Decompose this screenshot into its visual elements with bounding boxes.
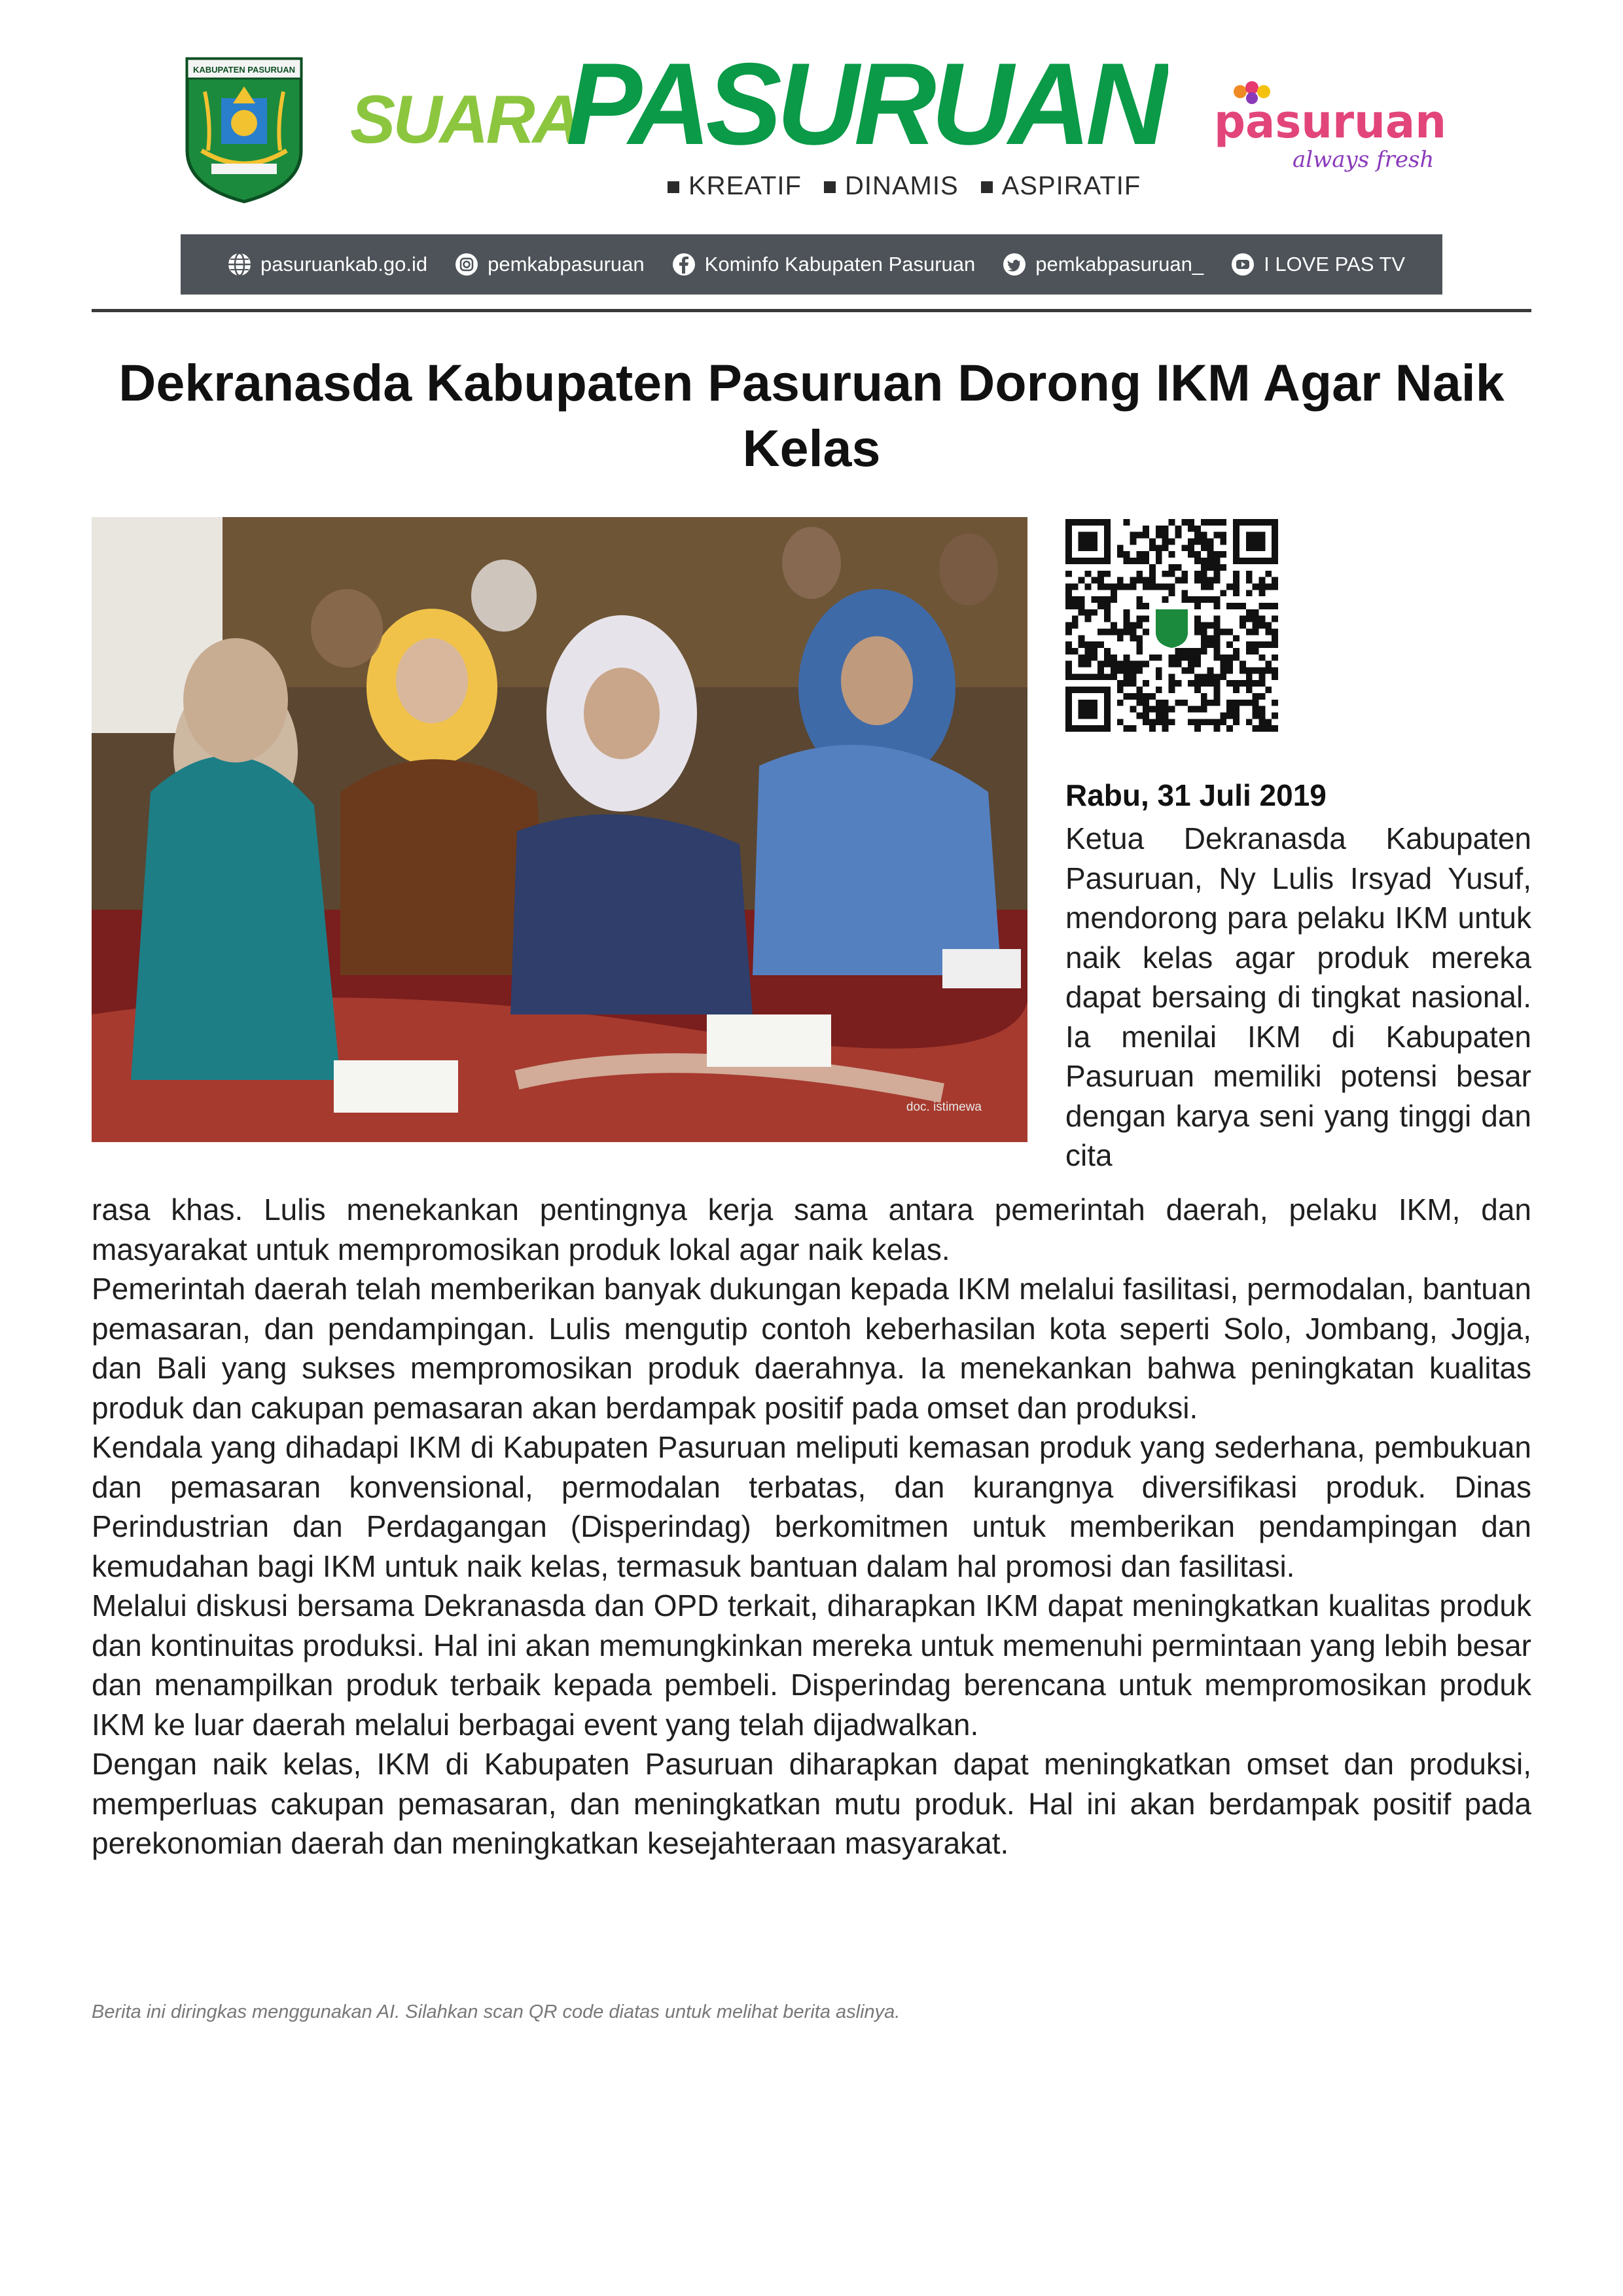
brand-word: pasuruan bbox=[1214, 95, 1446, 149]
social-link-twitter[interactable]: pemkabpasuruan_ bbox=[1001, 251, 1204, 278]
social-link-instagram[interactable]: pemkabpasuruan bbox=[454, 251, 645, 278]
pasuruan-always-fresh-logo bbox=[1214, 79, 1450, 177]
header-divider bbox=[92, 309, 1531, 312]
tagline bbox=[668, 171, 1141, 201]
social-link-website[interactable]: pasuruankab.go.id bbox=[226, 251, 427, 278]
masthead-pasuruan: PASURUAN bbox=[566, 46, 1168, 157]
article-paragraph-3: Kendala yang dihadapi IKM di Kabupaten Pasuruan meliputi kemasan produk yang sederhana, pembukuan dan pemasaran konvensional, permodalan terbatas, dan kurangnya diversifikasi produk. Dinas Perindustrian dan Perdagangan (Disperindag) berkomitmen untuk memberikan pendampingan dan kemudahan bagi IKM untuk naik kelas, termasuk bantuan dalam hal promosi dan fasilitasi. bbox=[92, 1430, 1531, 1583]
qr-code[interactable] bbox=[1065, 519, 1278, 732]
article-paragraph-1-end: rasa khas. Lulis menekankan pentingnya kerja sama antara pemerintah daerah, pelaku IKM, dan masyarakat untuk mempromosikan produk lokal agar naik kelas. bbox=[92, 1193, 1531, 1266]
article-side-column bbox=[1065, 776, 1531, 1175]
social-links-bar bbox=[181, 234, 1442, 295]
instagram-icon bbox=[454, 251, 480, 278]
photo-credit: doc. istimewa bbox=[906, 1100, 982, 1114]
masthead-suara: SUARA bbox=[350, 82, 579, 157]
regency-crest-logo bbox=[182, 52, 306, 204]
tagline-item: DINAMIS bbox=[824, 171, 959, 201]
article-paragraph-2: Pemerintah daerah telah memberikan banyak dukungan kepada IKM melalui fasilitasi, permodalan, bantuan pemasaran, dan pendampingan. Lulis mengutip contoh keberhasilan kota seperti Solo, Jombang, Jogja, dan Bali yang sukses mempromosikan produk daerahnya. Ia menekankan bahwa peningkatan kualitas produk dan cakupan pemasaran akan berdampak positif pada omset dan produksi. bbox=[92, 1272, 1531, 1425]
masthead-logo bbox=[350, 46, 1168, 157]
article-paragraph-5: Dengan naik kelas, IKM di Kabupaten Pasuruan diharapkan dapat meningkatkan omset dan produksi, memperluas cakupan pemasaran, dan meningkatkan mutu produk. Hal ini akan berdampak positif pada perekonomian daerah dan meningkatkan kesejahteraan masyarakat. bbox=[92, 1747, 1531, 1860]
social-link-facebook[interactable]: Kominfo Kabupaten Pasuruan bbox=[671, 251, 976, 278]
article-title: Dekranasda Kabupaten Pasuruan Dorong IKM Agar Naik Kelas bbox=[118, 353, 1505, 477]
social-link-youtube[interactable]: I LOVE PAS TV bbox=[1230, 251, 1405, 278]
ai-summary-footnote: Berita ini diringkas menggunakan AI. Silahkan scan QR code diatas untuk melihat berita aslinya. bbox=[92, 2001, 901, 2022]
article-paragraph-1-start: Ketua Dekranasda Kabupaten Pasuruan, Ny Lulis Irsyad Yusuf, mendorong para pelaku IKM untuk naik kelas agar produk mereka dapat bersaing di tingkat nasional. Ia menilai IKM di Kabupaten Pasuruan memiliki potensi besar dengan karya seni yang tinggi dan cita bbox=[1065, 821, 1531, 1172]
brand-slogan: always fresh bbox=[1293, 147, 1435, 173]
facebook-icon bbox=[671, 251, 697, 278]
tagline-item: KREATIF bbox=[668, 171, 802, 201]
crest-text: KABUPATEN PASURUAN bbox=[193, 65, 295, 75]
twitter-icon bbox=[1001, 251, 1027, 278]
article-body bbox=[92, 1190, 1531, 1863]
youtube-icon bbox=[1230, 251, 1256, 278]
article-date: Rabu, 31 Juli 2019 bbox=[1065, 778, 1327, 812]
globe-icon bbox=[226, 251, 253, 278]
tagline-item: ASPIRATIF bbox=[981, 171, 1141, 201]
article-paragraph-4: Melalui diskusi bersama Dekranasda dan OPD terkait, diharapkan IKM dapat meningkatkan kualitas produk dan kontinuitas produksi. Hal ini akan memungkinkan mereka untuk memenuhi permintaan yang lebih besar dan menampilkan produk terbaik kepada pembeli. Disperindag berencana untuk mempromosikan produk IKM ke luar daerah melalui berbagai event yang telah dijadwalkan. bbox=[92, 1588, 1531, 1742]
article-photo bbox=[92, 517, 1027, 1142]
